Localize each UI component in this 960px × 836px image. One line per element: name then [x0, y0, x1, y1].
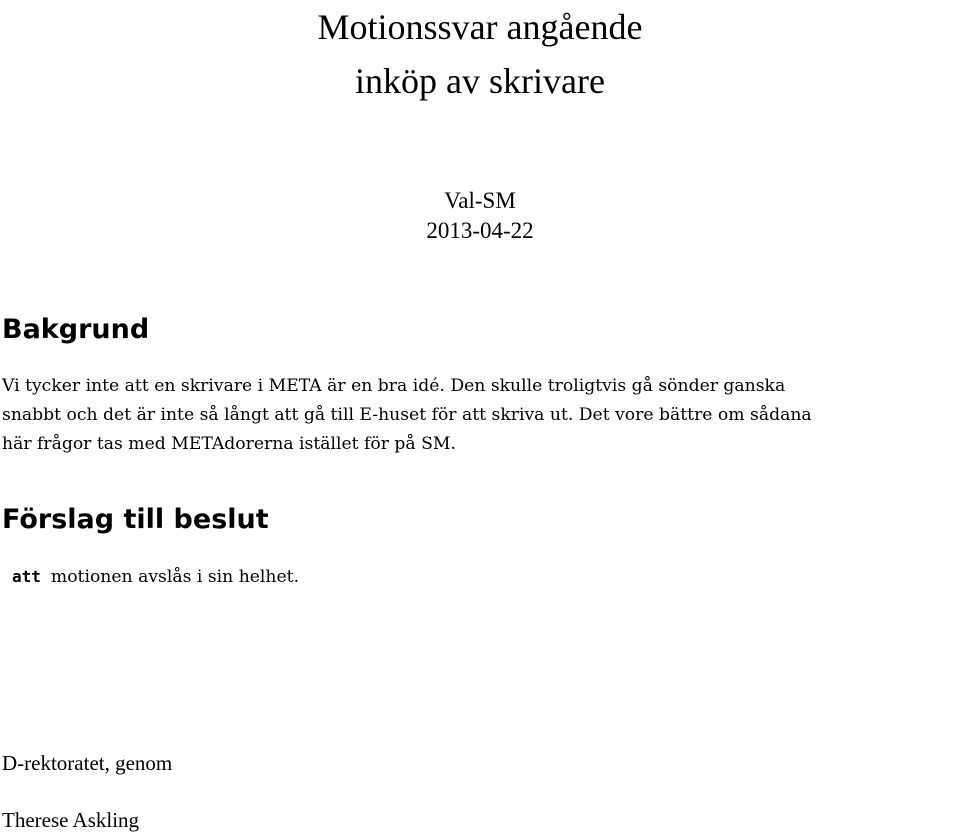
- paragraph-line: snabbt och det är inte så långt att gå till E-huset för att skriva ut. Det vore bättre om sådana: [2, 405, 812, 425]
- motion-keyword: att: [12, 567, 41, 586]
- title-line-2: inköp av skrivare: [355, 61, 605, 101]
- document-author: Val-SM: [444, 188, 516, 213]
- paragraph-line: Vi tycker inte att en skrivare i META är en bra idé. Den skulle troligtvis gå sönder ganska: [2, 376, 786, 396]
- motion-text: motionen avslås i sin helhet.: [50, 567, 300, 587]
- section-heading-bakgrund: Bakgrund: [2, 314, 150, 345]
- paragraph-line: här frågor tas med METAdorerna istället för på SM.: [2, 434, 456, 454]
- signature-line-1: D-rektoratet, genom: [2, 751, 173, 775]
- document-title: [0, 0, 960, 108]
- document-meta: [0, 186, 960, 246]
- bakgrund-paragraph: [2, 372, 958, 459]
- signature-line-2: Therese Askling: [2, 808, 140, 832]
- motion-proposal: [12, 562, 299, 592]
- title-line-1: Motionssvar angående: [317, 7, 643, 47]
- section-heading-forslag: Förslag till beslut: [2, 504, 269, 535]
- document-date: 2013-04-22: [426, 218, 534, 243]
